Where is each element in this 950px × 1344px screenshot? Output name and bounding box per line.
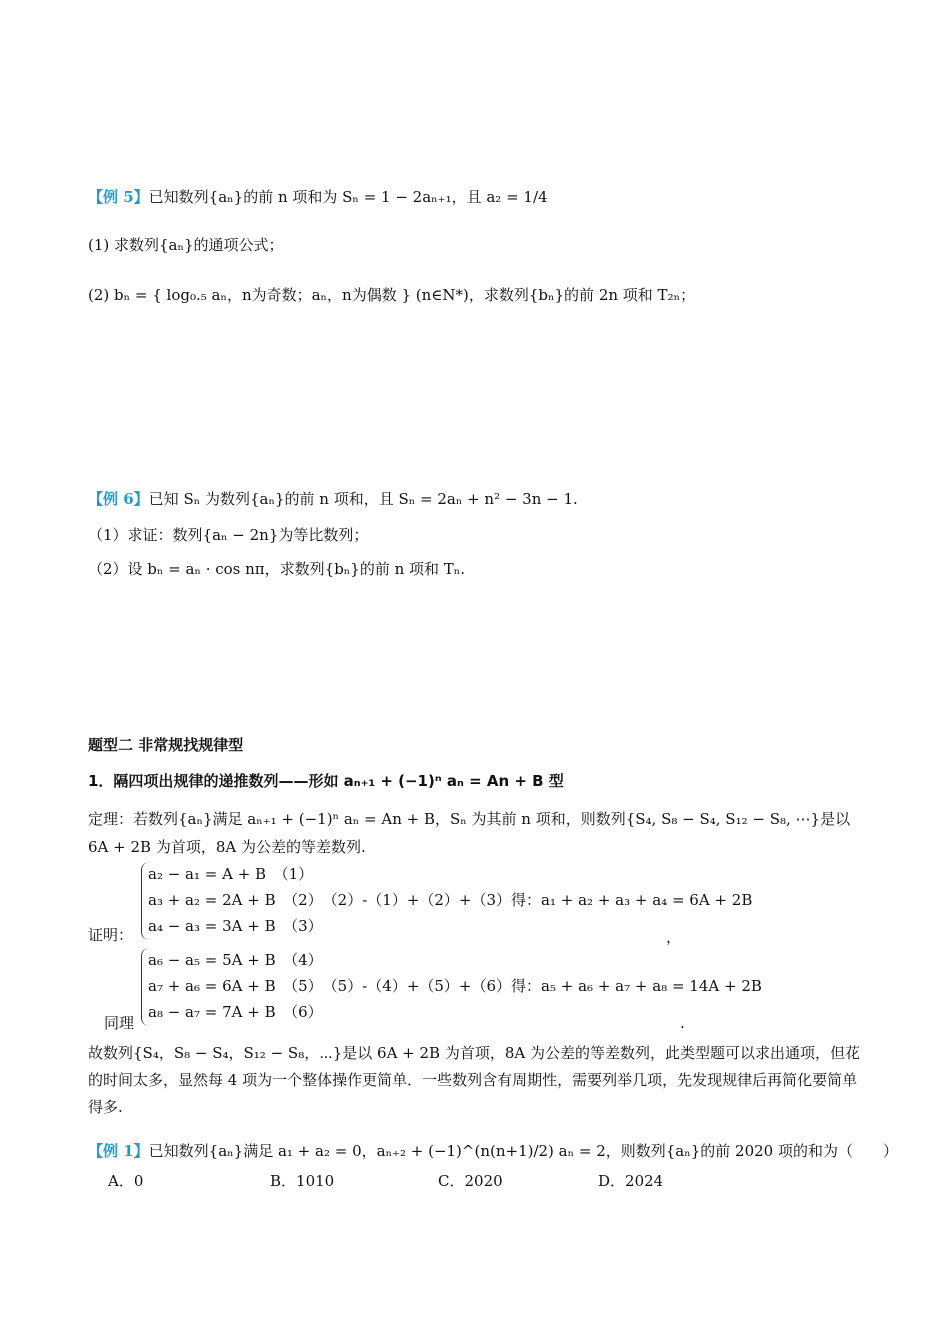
- example-5-stem: 【例 5】已知数列{aₙ}的前 n 项和为 Sₙ = 1 − 2aₙ₊₁，且 a₂ = 1/4: [88, 188, 548, 206]
- proof-end-mark: ，: [666, 928, 682, 946]
- option-b[interactable]: B．1010: [270, 1172, 335, 1190]
- section-title: 题型二 非常规找规律型: [88, 736, 244, 754]
- option-a[interactable]: A．0: [108, 1172, 144, 1190]
- equation-6: a₈ − a₇ = 7A + B （6）: [148, 1003, 323, 1021]
- example-1-stem: 【例 1】已知数列{aₙ}满足 a₁ + a₂ = 0，aₙ₊₂ + (−1)^(n(n+1)/2) aₙ = 2，则数列{aₙ}的前 2020 项的和为（ ）: [88, 1142, 898, 1160]
- theorem-line-1: 定理：若数列{aₙ}满足 aₙ₊₁ + (−1)ⁿ aₙ = An + B，Sₙ 为其前 n 项和，则数列{S₄, S₈ − S₄, S₁₂ − S₈, ⋯}是以: [88, 810, 851, 828]
- section-subtitle: 1．隔四项出规律的递推数列——形如 aₙ₊₁ + (−1)ⁿ aₙ = An + B 型: [88, 772, 564, 790]
- proof-label: 证明：: [88, 926, 134, 944]
- proof-system: [148, 861, 752, 939]
- conclusion-paragraph: 故数列{S₄，S₈ − S₄，S₁₂ − S₈，⋯}是以 6A + 2B 为首项，8A 为公差的等差数列，此类型题可以求出通项，但花的时间太多，显然每 4 项为一个整体操作更简单．一些数列含有周期性，需要列举几项，先发现规律后再简化要简单得多.: [88, 1044, 860, 1116]
- equation-3: a₄ − a₃ = 3A + B （3）: [148, 917, 323, 935]
- example-1-tag: 【例 1】: [88, 1142, 149, 1160]
- similar-label: 同理: [104, 1014, 135, 1032]
- equation-4: a₆ − a₅ = 5A + B （4）: [148, 951, 323, 969]
- example-5-question-1: (1) 求数列{aₙ}的通项公式；: [88, 236, 284, 254]
- equation-5: a₇ + a₆ = 6A + B （5） （5）-（4）+（5）+（6）得：a₅ + a₆ + a₇ + a₈ = 14A + 2B: [148, 977, 762, 995]
- theorem-line-2: 6A + 2B 为首项，8A 为公差的等差数列.: [88, 838, 366, 856]
- example-6-stem: 【例 6】已知 Sₙ 为数列{aₙ}的前 n 项和，且 Sₙ = 2aₙ + n² − 3n − 1.: [88, 490, 578, 508]
- example-5-question-2: (2) bₙ = { log₀.₅ aₙ，n为奇数；aₙ，n为偶数 } (n∈N*)，求数列{bₙ}的前 2n 项和 T₂ₙ；: [88, 286, 696, 304]
- example-5-tag: 【例 5】: [88, 188, 149, 206]
- option-d[interactable]: D．2024: [598, 1172, 664, 1190]
- example-6-tag: 【例 6】: [88, 490, 149, 508]
- similar-end-mark: .: [680, 1014, 685, 1032]
- example-6-question-1: （1）求证：数列{aₙ − 2n}为等比数列；: [88, 526, 369, 544]
- option-c[interactable]: C．2020: [438, 1172, 503, 1190]
- equation-2: a₃ + a₂ = 2A + B （2） （2）-（1）+（2）+（3）得：a₁ + a₂ + a₃ + a₄ = 6A + 2B: [148, 891, 753, 909]
- similar-system: [148, 947, 762, 1025]
- example-6-question-2: （2）设 bₙ = aₙ · cos nπ，求数列{bₙ}的前 n 项和 Tₙ.: [88, 560, 466, 578]
- equation-1: a₂ − a₁ = A + B （1）: [148, 865, 314, 883]
